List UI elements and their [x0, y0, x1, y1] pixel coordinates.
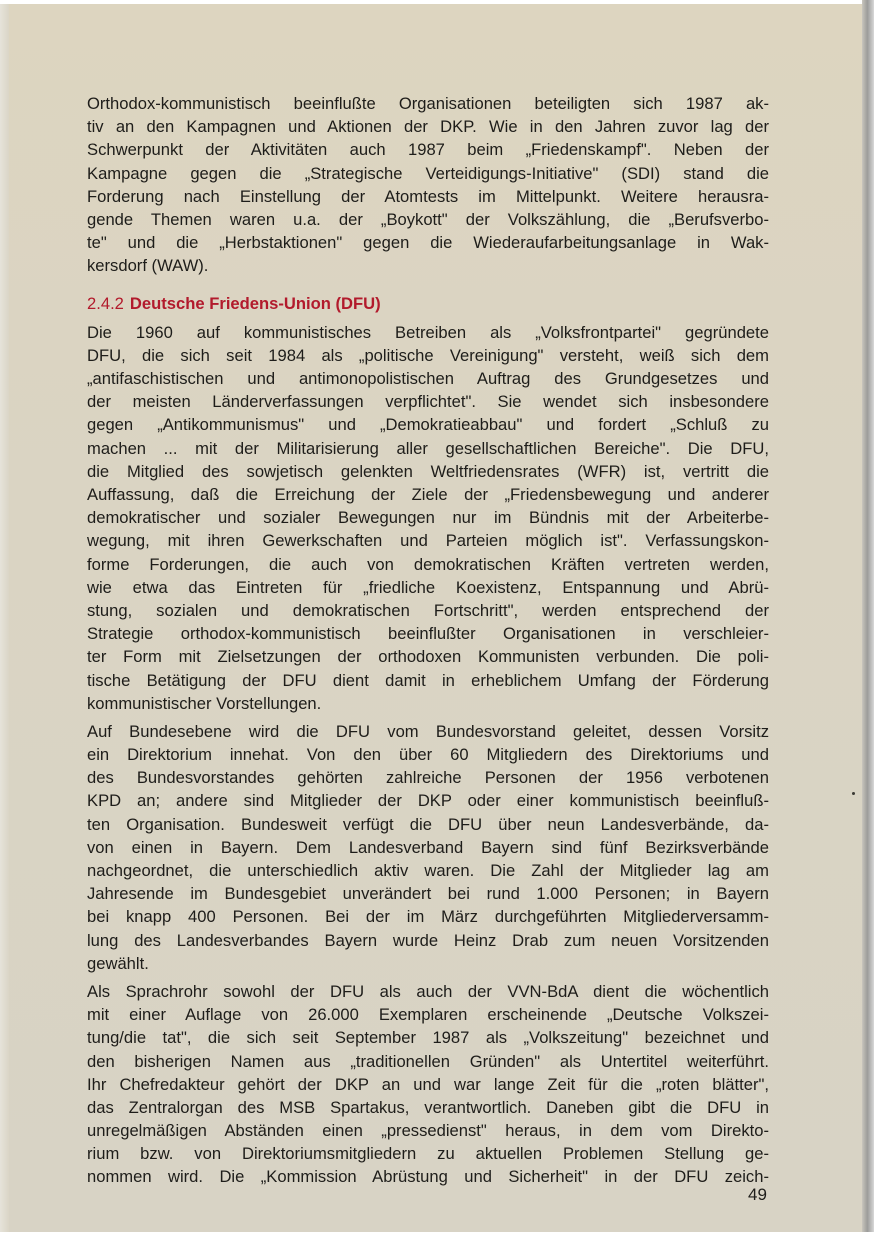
text-line: Schwerpunkt der Aktivitäten auch 1987 beim „Friedenskampf". Neben der: [87, 140, 769, 160]
text-line: Jahresende im Bundesgebiet unverändert bei rund 1.000 Personen; in Bayern: [87, 884, 769, 904]
text-line: forme Forderungen, die auch von demokratischen Kräften vertreten werden,: [87, 554, 769, 574]
text-line: die Mitglied des sowjetisch gelenkten Weltfriedensrates (WFR) ist, vertritt die: [87, 461, 769, 481]
text-line: kersdorf (WAW).: [87, 256, 209, 276]
section-heading: [87, 292, 769, 315]
text-line: „antifaschistischen und antimonopolistischen Auftrag des Grundgesetzes und: [87, 369, 769, 389]
text-block: [87, 92, 769, 1194]
text-line: wie etwa das Eintreten für „friedliche Koexistenz, Entspannung und Abrü-: [87, 577, 769, 597]
text-line: den bisherigen Namen aus „traditionellen Gründen" als Untertitel weiterführt.: [87, 1051, 769, 1071]
text-line: Als Sprachrohr sowohl der DFU als auch der VVN-BdA dient die wöchentlich: [87, 981, 769, 1001]
text-line: Auffassung, daß die Erreichung der Ziele der „Friedensbewegung und anderer: [87, 485, 769, 505]
text-line: wegung, mit ihren Gewerkschaften und Parteien möglich ist". Verfassungskon-: [87, 531, 769, 551]
section-title: Deutsche Friedens-Union (DFU): [129, 293, 381, 313]
text-line: te" und die „Herbstaktionen" gegen die Wiederaufarbeitungsanlage in Wak-: [87, 233, 769, 253]
text-line: KPD an; andere sind Mitglieder der DKP oder einer kommunistisch beeinfluß-: [87, 791, 769, 811]
text-line: lung des Landesverbandes Bayern wurde Heinz Drab zum neuen Vorsitzenden: [87, 930, 769, 950]
text-line: des Bundesvorstandes gehörten zahlreiche Personen der 1956 verbotenen: [87, 768, 769, 788]
text-line: stung, sozialen und demokratischen Fortschritt", werden entsprechend der: [87, 600, 769, 620]
section-number: 2.4.2: [87, 293, 124, 313]
text-line: ein Direktorium innehat. Von den über 60 Mitgliedern des Direktoriums und: [87, 745, 769, 765]
text-line: nachgeordnet, die unterschiedlich aktiv waren. Die Zahl der Mitglieder lag am: [87, 861, 769, 881]
text-line: unregelmäßigen Abständen einen „pressedienst" heraus, in dem vom Direkto-: [87, 1121, 769, 1141]
body-paragraph: [87, 321, 769, 715]
text-line: bei knapp 400 Personen. Bei der im März durchgeführten Mitgliederversamm-: [87, 907, 769, 927]
text-line: das Zentralorgan des MSB Spartakus, verantwortlich. Daneben gibt die DFU in: [87, 1097, 769, 1117]
document-page: [0, 4, 868, 1232]
page-left-edge: [0, 4, 9, 1232]
text-line: Kampagne gegen die „Strategische Verteidigungs-Initiative" (SDI) stand die: [87, 163, 769, 183]
text-line: kommunistischer Vorstellungen.: [87, 693, 322, 713]
text-line: ter Form mit Zielsetzungen der orthodoxen Kommunisten verbunden. Die poli-: [87, 647, 769, 667]
text-line: Strategie orthodox-kommunistisch beeinflußter Organisationen in verschleier-: [87, 624, 769, 644]
text-line: tische Betätigung der DFU dient damit in erheblichem Umfang der Förderung: [87, 670, 769, 690]
body-paragraph: [87, 720, 769, 975]
text-line: Orthodox-kommunistisch beeinflußte Organisationen beteiligten sich 1987 ak-: [87, 94, 769, 113]
intro-paragraph: [87, 92, 769, 278]
text-line: tiv an den Kampagnen und Aktionen der DKP. Wie in den Jahren zuvor lag der: [87, 117, 769, 137]
text-line: demokratischer und sozialer Bewegungen nur im Bündnis mit der Arbeiterbe-: [87, 508, 769, 528]
text-line: Ihr Chefredakteur gehört der DKP an und war lange Zeit für die „roten blätter",: [87, 1074, 769, 1094]
text-line: Auf Bundesebene wird die DFU vom Bundesvorstand geleitet, dessen Vorsitz: [87, 721, 769, 741]
text-line: mit einer Auflage von 26.000 Exemplaren erscheinende „Deutsche Volkszei-: [87, 1005, 769, 1025]
text-line: Die 1960 auf kommunistisches Betreiben als „Volksfrontpartei" gegründete: [87, 322, 769, 342]
text-line: der meisten Länderverfassungen verpflichtet". Sie wendet sich insbesondere: [87, 392, 769, 412]
text-line: rium bzw. von Direktoriumsmitgliedern zu aktuellen Problemen Stellung ge-: [87, 1144, 769, 1164]
text-line: tung/die tat", die sich seit September 1987 als „Volkszeitung" bezeichnet und: [87, 1028, 769, 1048]
text-line: gewählt.: [87, 953, 149, 973]
text-line: DFU, die sich seit 1984 als „politische Vereinigung" versteht, weiß sich dem: [87, 345, 769, 365]
text-line: nommen wird. Die „Kommission Abrüstung und Sicherheit" in der DFU zeich-: [87, 1167, 769, 1187]
scan-speck: [852, 792, 855, 795]
body-paragraph: [87, 980, 769, 1189]
text-line: ten Organisation. Bundesweit verfügt die DFU über neun Landesverbände, da-: [87, 814, 769, 834]
page-number: 49: [748, 1185, 767, 1204]
text-line: machen ... mit der Militarisierung aller gesellschaftlichen Bereiche". Die DFU,: [87, 438, 769, 458]
text-line: gende Themen waren u.a. der „Boykott" der Volkszählung, die „Berufsverbo-: [87, 209, 769, 229]
page-edge-shadow: [862, 0, 874, 1232]
text-line: Forderung nach Einstellung der Atomtests im Mittelpunkt. Weitere herausra-: [87, 186, 769, 206]
text-line: von einen in Bayern. Dem Landesverband Bayern sind fünf Bezirksverbände: [87, 837, 769, 857]
text-line: gegen „Antikommunismus" und „Demokratieabbau" und fordert „Schluß zu: [87, 415, 769, 435]
